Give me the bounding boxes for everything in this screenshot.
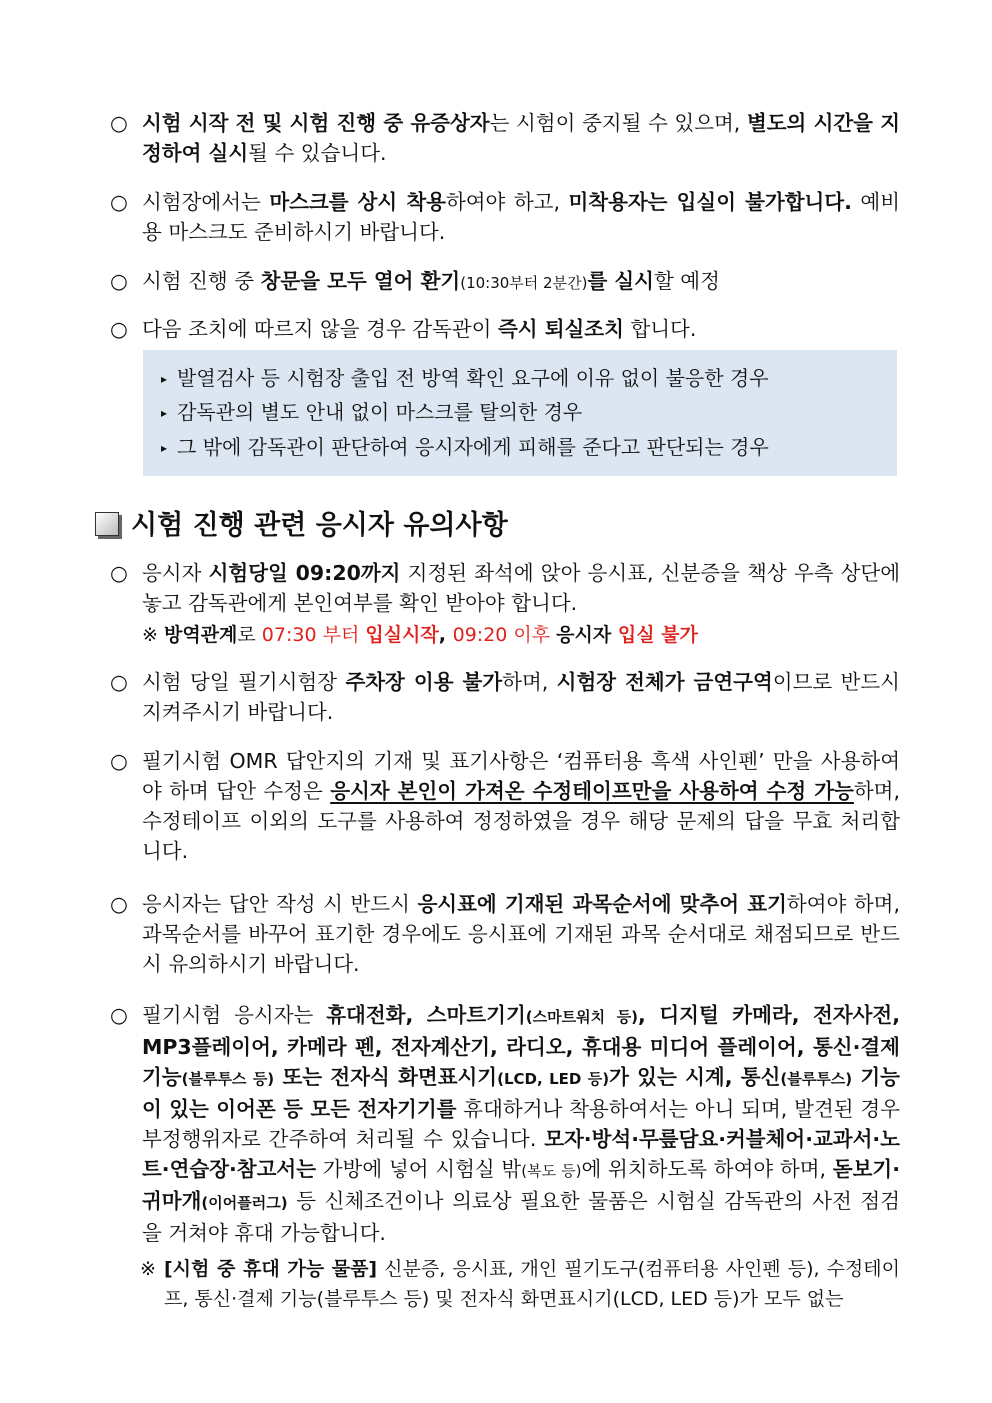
text: 시험장에서는 xyxy=(142,190,270,214)
emphasis: 모자·방석·무릎담요·커블체어·교과서·노트·연습장·참고서는 xyxy=(142,1127,900,1181)
condition-line-2 xyxy=(161,396,582,425)
condition-line-1 xyxy=(161,362,769,391)
notice-item-1 xyxy=(110,108,900,168)
text: 시험 진행 중 xyxy=(142,269,261,293)
small-note: (LCD, LED 등) xyxy=(497,1070,610,1088)
entry-time-note xyxy=(142,620,698,647)
text: 지정된 좌석에 앉아 응시표, 신분증을 책상 우측 상단에 놓고 감독관에게 본인여부를 확인 받아야 합니다. xyxy=(142,561,901,615)
reference-mark: ※ xyxy=(140,1258,156,1280)
condition-text: 그 밖에 감독관이 판단하여 응시자에게 피해를 준다고 판단되는 경우 xyxy=(177,435,769,459)
text: 하여야 하고, xyxy=(445,190,569,214)
condition-line-3 xyxy=(161,431,769,460)
emphasis: 응시자 xyxy=(556,624,618,646)
text: 로 xyxy=(237,624,262,646)
underlined-emphasis: 응시자 본인이 가져온 수정테이프만을 사용하여 수정 가능 xyxy=(330,779,854,803)
bullet: ○ xyxy=(110,561,128,585)
bullet: ○ xyxy=(110,190,128,214)
text: 할 예정 xyxy=(653,269,720,293)
emphasis: 주차장 이용 불가 xyxy=(345,670,503,694)
text: 필기시험 응시자는 xyxy=(142,1003,327,1027)
notice-item-3 xyxy=(110,266,900,298)
text: 하며, 수정테이프 이외의 도구를 사용하여 정정하였을 경우 해당 문제의 답을 무효 처리합니다. xyxy=(142,779,900,863)
bullet: ○ xyxy=(110,269,128,293)
notice-item-4 xyxy=(110,314,900,344)
notice-item-5 xyxy=(110,558,900,618)
expulsion-conditions-box xyxy=(143,350,897,476)
reference-mark: ※ xyxy=(142,624,158,646)
text: 휴대하거나 착용하여서는 아니 되며, 발견된 경우 부정행위자로 간주하여 처리될 수 있습니다. xyxy=(142,1097,900,1151)
emphasis: 돋보기·귀마개 xyxy=(142,1157,900,1213)
text: 신분증, 응시표, 개인 필기도구(컴퓨터용 사인펜 등), 수정테이프, 통신·결제 기능(블루투스 등) 및 전자식 화면표시기(LCD, LED 등)가 모두 없는 xyxy=(164,1258,900,1310)
emphasis: 또는 전자식 화면표시기 xyxy=(274,1065,498,1089)
text: 는 시험이 중지될 수 있으며, xyxy=(489,111,741,135)
text: 합니다. xyxy=(623,317,697,341)
emphasis: 미착용자는 입실이 불가합니다. xyxy=(568,190,852,214)
text: 이므로 반드시 지켜주시기 바랍니다. xyxy=(142,670,900,724)
emphasis: , 디지털 카메라, 전자사전, MP3플레이어, 카메라 펜, 전자계산기, 라디오, 휴대용 미디어 플레이어, 통신·결제 기능 xyxy=(142,1003,901,1089)
emphasis: 별도의 시간을 지정하여 실시 xyxy=(142,111,900,165)
notice-item-8 xyxy=(110,889,900,979)
text: , xyxy=(438,624,453,646)
notice-item-2 xyxy=(110,187,900,247)
triangle-bullet-icon: ▸ xyxy=(161,441,168,455)
notice-item-6 xyxy=(110,667,900,727)
red-text: 07:30 부터 xyxy=(261,624,366,646)
small-note: (10:30부터 2분간) xyxy=(460,274,588,292)
red-emphasis: 입실시작 xyxy=(365,624,439,646)
text: 필기시험 OMR 답안지의 기재 및 표기사항은 ‘컴퓨터용 흑색 사인펜’ 만을 사용하여야 하며 답안 수정은 xyxy=(142,749,900,803)
text: 응시자 xyxy=(142,561,209,585)
small-note: (복도 등) xyxy=(521,1162,582,1180)
emphasis: 마스크를 상시 착용 xyxy=(269,190,446,214)
bullet: ○ xyxy=(110,892,128,916)
emphasis: 시험 시작 전 및 시험 진행 중 유증상자 xyxy=(142,111,490,135)
allowed-items-note xyxy=(140,1254,900,1314)
text: 등 신체조건이나 의료상 필요한 물품은 시험실 감독관의 사전 점검을 거쳐야 휴대 가능합니다. xyxy=(142,1189,900,1245)
notice-item-9 xyxy=(110,1000,900,1248)
triangle-bullet-icon: ▸ xyxy=(161,406,168,420)
bullet: ○ xyxy=(110,111,128,135)
emphasis: 시험당일 09:20까지 xyxy=(208,561,401,585)
condition-text: 감독관의 별도 안내 없이 마스크를 탈의한 경우 xyxy=(177,400,583,424)
text: 에 위치하도록 하여야 하며, xyxy=(581,1157,833,1181)
emphasis: 응시표에 기재된 과목순서에 맞추어 표기 xyxy=(417,892,787,916)
emphasis: 즉시 퇴실조치 xyxy=(497,317,624,341)
text: 될 수 있습니다. xyxy=(248,141,387,165)
bullet: ○ xyxy=(110,317,128,341)
red-emphasis: 입실 불가 xyxy=(617,624,698,646)
bullet: ○ xyxy=(110,1003,128,1027)
square-bullet-icon xyxy=(95,512,119,536)
small-note: (이어플러그) xyxy=(201,1194,288,1212)
condition-text: 발열검사 등 시험장 출입 전 방역 확인 요구에 이유 없이 불응한 경우 xyxy=(177,366,769,390)
emphasis: 방역관계 xyxy=(163,624,238,646)
emphasis: 창문을 모두 열어 환기 xyxy=(260,269,461,293)
small-note: (스마트워치 등) xyxy=(525,1008,639,1026)
small-note: (블루투스) xyxy=(780,1070,853,1088)
emphasis: [시험 중 휴대 가능 물품] xyxy=(164,1258,378,1280)
small-note: (블루투스 등) xyxy=(181,1070,275,1088)
notice-item-7 xyxy=(110,746,900,866)
text: 시험 당일 필기시험장 xyxy=(142,670,346,694)
emphasis: 가 있는 시계, 통신 xyxy=(609,1065,781,1089)
section-heading xyxy=(95,503,508,542)
emphasis: 시험장 전체가 금연구역 xyxy=(556,670,773,694)
text: 하여야 하며, 과목순서를 바꾸어 표기한 경우에도 응시표에 기재된 과목 순서대로 채점되므로 반드시 유의하시기 바랍니다. xyxy=(142,892,900,976)
text: 가방에 넣어 시험실 밖 xyxy=(316,1157,522,1181)
text: 예비용 마스크도 준비하시기 바랍니다. xyxy=(142,190,900,244)
red-text: 09:20 이후 xyxy=(452,624,557,646)
section-title: 시험 진행 관련 응시자 유의사항 xyxy=(131,510,508,541)
emphasis: 를 실시 xyxy=(587,269,654,293)
emphasis: 기능이 있는 이어폰 등 모든 전자기기를 xyxy=(142,1065,900,1121)
emphasis: 휴대전화, 스마트기기 xyxy=(326,1003,526,1027)
text: 다음 조치에 따르지 않을 경우 감독관이 xyxy=(142,317,498,341)
bullet: ○ xyxy=(110,670,128,694)
text: 응시자는 답안 작성 시 반드시 xyxy=(142,892,418,916)
text: 하며, xyxy=(502,670,557,694)
triangle-bullet-icon: ▸ xyxy=(161,372,168,386)
bullet: ○ xyxy=(110,749,128,773)
